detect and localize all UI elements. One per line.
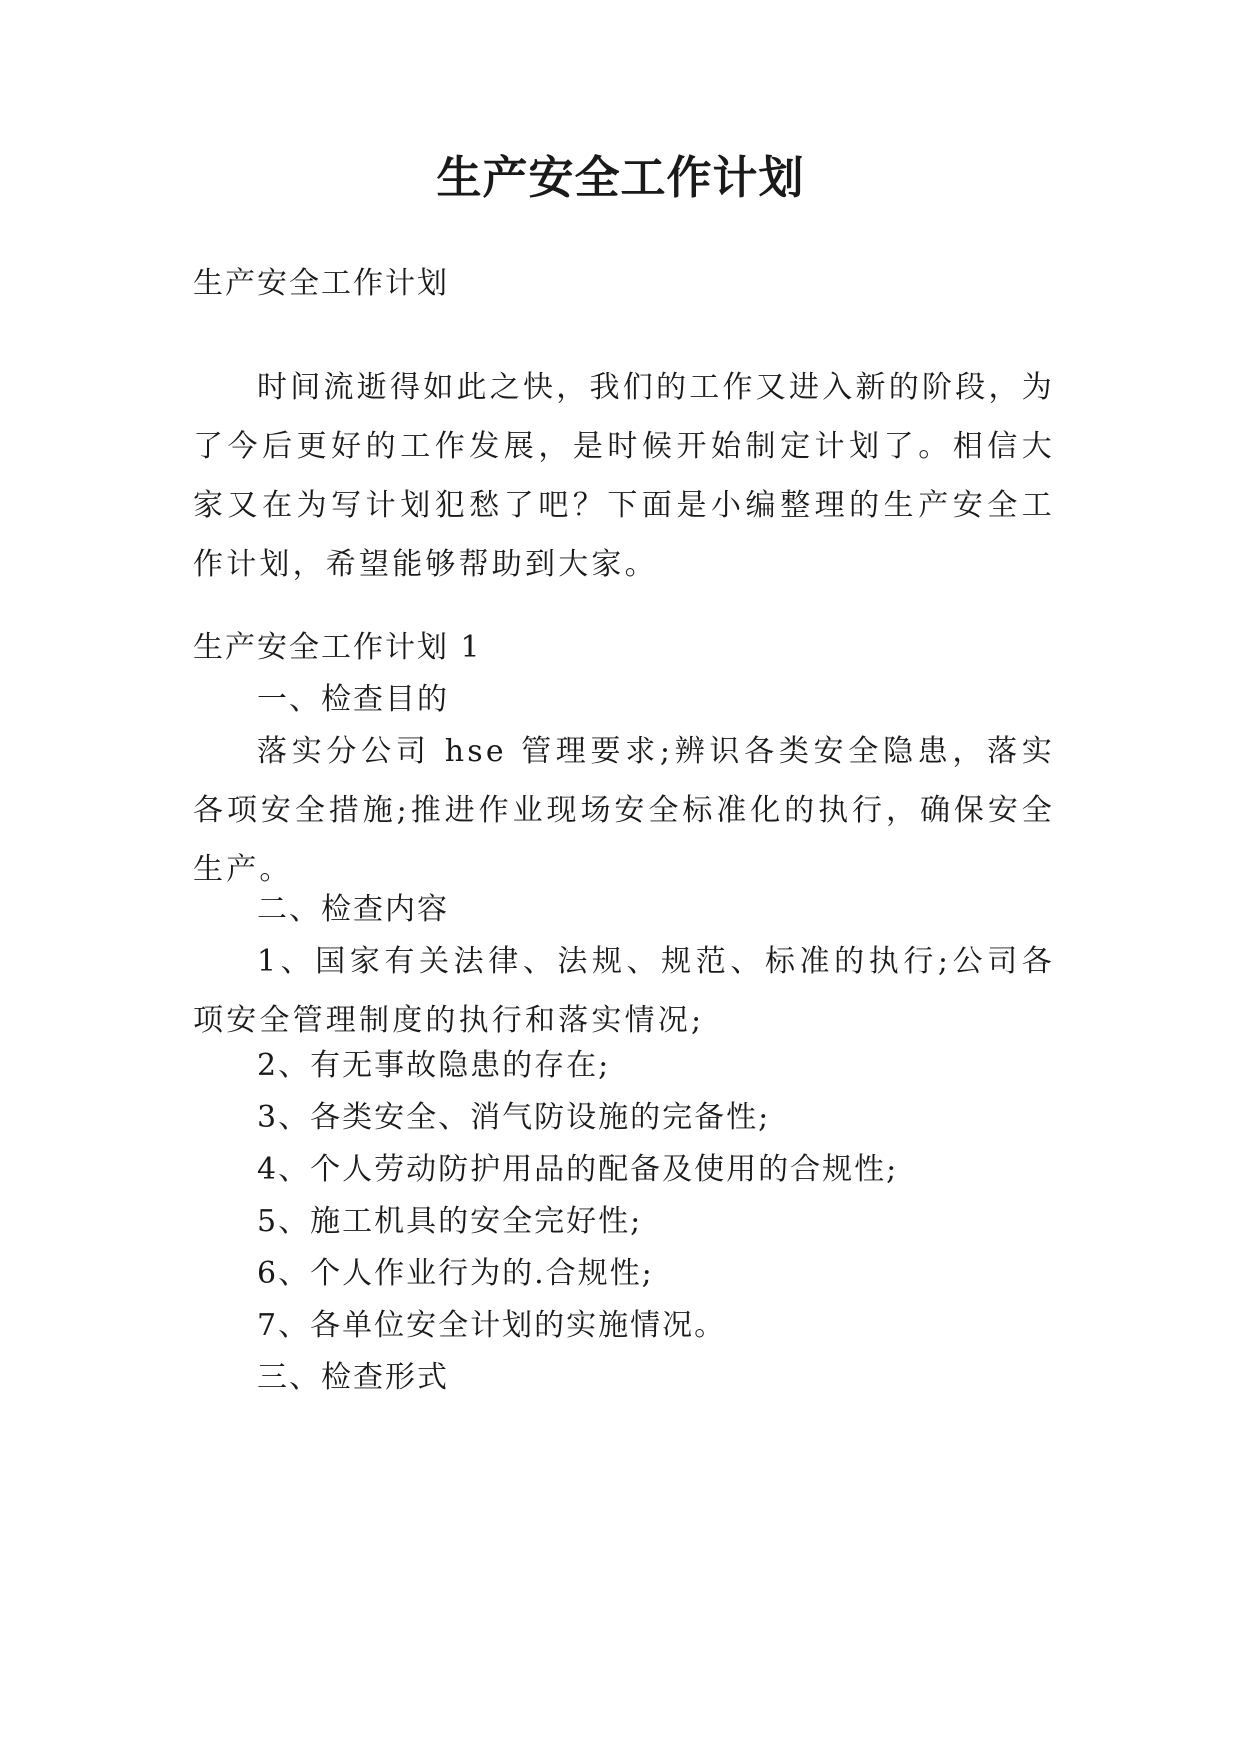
content-item-5: 5、施工机具的安全完好性; [257,1204,643,1239]
intro-paragraph: 时间流逝得如此之快，我们的工作又进入新的阶段，为了今后更好的工作发展，是时候开始制定计划了。相信大家又在为写计划犯愁了吧？下面是小编整理的生产安全工作计划，希望能够帮助到大家。 [193,370,1055,582]
heading-form: 三、检查形式 [257,1360,449,1395]
content-item-6: 6、个人作业行为的.合规性; [257,1256,654,1291]
purpose-paragraph: 落实分公司 hse 管理要求;辨识各类安全隐患，落实各项安全措施;推进作业现场安全标准化的执行，确保安全生产。 [193,734,1055,887]
heading-content: 二、检查内容 [257,892,449,927]
document-title: 生产安全工作计划 [436,151,805,204]
content-item-4: 4、个人劳动防护用品的配备及使用的合规性; [257,1152,899,1187]
document-subtitle: 生产安全工作计划 [193,266,449,301]
heading-purpose: 一、检查目的 [257,682,449,717]
content-item-2: 2、有无事故隐患的存在; [257,1048,611,1083]
section-title: 生产安全工作计划 1 [193,630,482,665]
content-item-1: 1、国家有关法律、法规、规范、标准的执行;公司各项安全管理制度的执行和落实情况; [193,944,1055,1038]
content-item-7: 7、各单位安全计划的实施情况。 [257,1308,727,1343]
content-item-3: 3、各类安全、消气防设施的完备性; [257,1100,771,1135]
